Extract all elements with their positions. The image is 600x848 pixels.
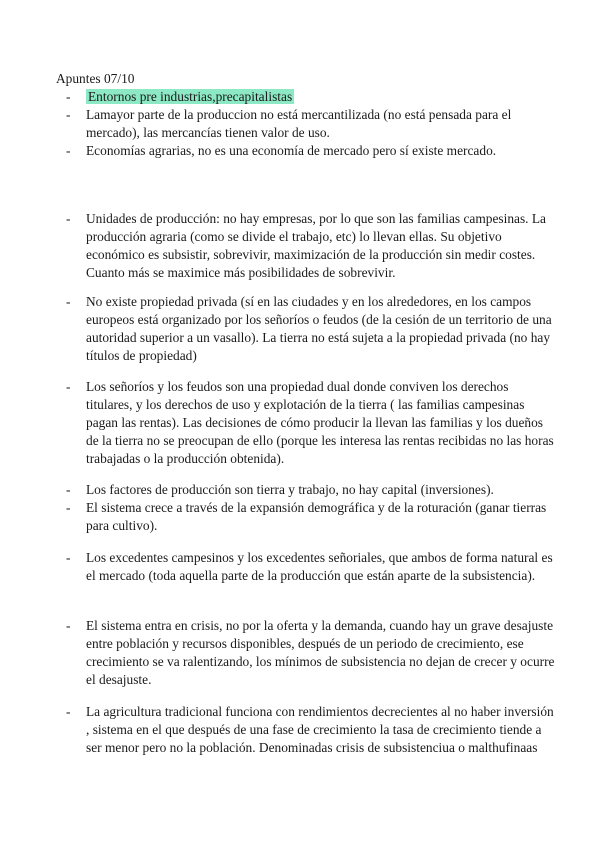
bullet-text: Economías agrarias, no es una economía de mercado pero sí existe mercado. xyxy=(86,143,497,158)
bullet-item-5 xyxy=(66,293,558,365)
bullet-text: El sistema entra en crisis, no por la oferta y la demanda, cuando hay un grave desajuste entre población y recursos disponibles, después de un periodo de crecimiento, ese crecimiento se va ralentizando, los mínimos de subsistencia no dejan de crecer y ocurre el desajuste. xyxy=(86,618,555,687)
bullet-dash: - xyxy=(66,500,71,515)
page-title: Apuntes 07/10 xyxy=(56,71,135,86)
bullet-dash: - xyxy=(66,107,71,122)
bullet-text: Los factores de producción son tierra y trabajo, no hay capital (inversiones). xyxy=(86,482,494,497)
bullet-dash: - xyxy=(66,618,71,633)
bullet-dash: - xyxy=(66,379,71,394)
bullet-text: Los excedentes campesinos y los excedentes señoriales, que ambos de forma natural es el mercado (toda aquella parte de la producción que están aparte de la subsistencia). xyxy=(86,550,553,583)
bullet-item-11 xyxy=(66,703,558,757)
bullet-dash: - xyxy=(66,704,71,719)
bullet-item-10 xyxy=(66,617,558,689)
bullet-dash: - xyxy=(66,550,71,565)
bullet-item-9 xyxy=(66,549,558,585)
bullet-text: Unidades de producción: no hay empresas, por lo que son las familias campesinas. La producción agraria (como se divide el trabajo, etc) lo llevan ellas. Su objetivo económico es subsistir, sobrevivir, maximización de la producción sin medir costes. Cuanto más se maximice más posibilidades de sobrevivir. xyxy=(86,211,546,280)
bullet-item-3 xyxy=(66,142,558,160)
bullet-dash: - xyxy=(66,211,71,226)
bullet-text: Lamayor parte de la produccion no está mercantilizada (no está pensada para el mercado), las mercancías tienen valor de uso. xyxy=(86,107,512,140)
highlighted-heading: Entornos pre industrias,precapitalistas xyxy=(88,89,293,104)
bullet-dash: - xyxy=(66,294,71,309)
bullet-dash: - xyxy=(66,143,71,158)
bullet-item-7 xyxy=(66,481,558,499)
bullet-text: El sistema crece a través de la expansión demográfica y de la roturación (ganar tierras para cultivo). xyxy=(86,500,547,533)
bullet-item-4 xyxy=(66,210,558,282)
bullet-text: Los señoríos y los feudos son una propiedad dual donde conviven los derechos titulares, y los derechos de uso y explotación de la tierra ( las familias campesinas pagan las rentas). Las decisiones de cómo producir la llevan las familias y los dueños de la tierra no se preocupan de ello (porque les interesa las rentas recibidas no las horas trabajadas o la producción obtenida). xyxy=(86,379,554,466)
bullet-item-8 xyxy=(66,499,558,535)
bullet-text: La agricultura tradicional funciona con rendimientos decrecientes al no haber inversión , sistema en el que después de una fase de crecimiento la tasa de crecimiento tiende a ser menor pero no la población. Denominadas crisis de subsistenciua o malthufinaas xyxy=(86,704,554,755)
bullet-text: No existe propiedad privada (sí en las ciudades y en los alrededores, en los campos europeos está organizado por los señoríos o feudos (de la cesión de un territorio de una autoridad superior a un vasallo). La tierra no está sujeta a la propiedad privada (no hay títulos de propiedad) xyxy=(86,294,552,363)
bullet-dash: - xyxy=(66,482,71,497)
bullet-item-2 xyxy=(66,106,558,142)
bullet-item-1 xyxy=(66,88,558,106)
bullet-item-6 xyxy=(66,378,558,468)
bullet-dash: - xyxy=(66,89,71,104)
